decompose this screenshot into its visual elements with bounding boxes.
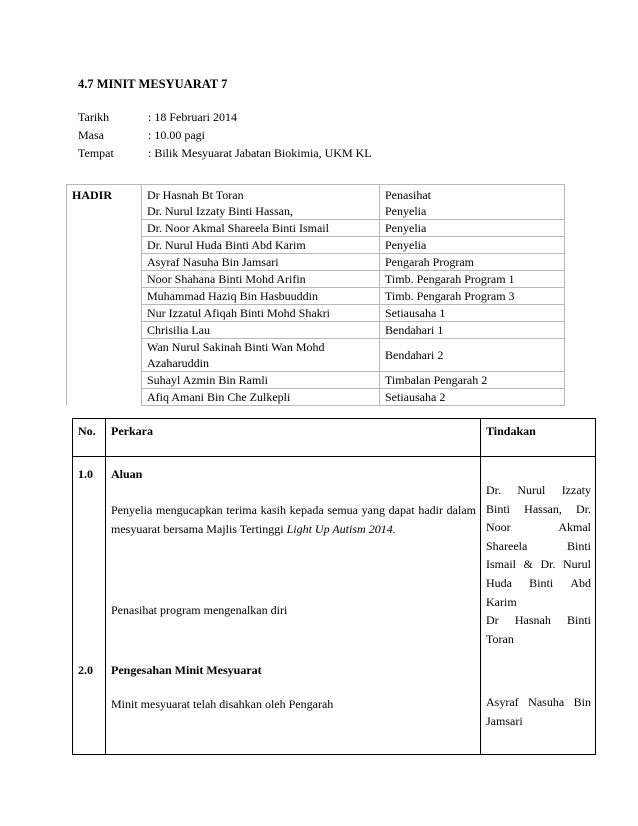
item-number: 2.0 (78, 663, 93, 677)
item-note: Penasihat program mengenalkan diri (111, 603, 288, 617)
header-perkara: Perkara (106, 419, 481, 457)
action-word: Dr. (486, 483, 501, 497)
attendance-row (67, 237, 565, 254)
action-line (486, 574, 591, 593)
attendance-row (67, 322, 565, 339)
action-word: Nasuha (528, 695, 565, 709)
item-text-main: Penyelia mengucapkan terima kasih kepada semua yang dapat hadir dalam mesyuarat bersama Majlis Tertinggi (111, 503, 476, 536)
action-word: Ismail (486, 557, 516, 572)
action-word: & (523, 557, 533, 572)
action-word: Dr. (540, 557, 556, 572)
action-word: Nurul (562, 557, 591, 572)
attendee-role: Timb. Pengarah Program 3 (380, 288, 565, 305)
attendance-row (67, 389, 565, 406)
item-title: Aluan (111, 467, 143, 481)
action-word: Bin (573, 695, 591, 709)
attendee-name: Chrisilia Lau (142, 322, 380, 339)
item-text: Minit mesyuarat telah disahkan oleh Pengarah (111, 697, 334, 711)
attendance-table (66, 184, 565, 406)
action-line (486, 712, 591, 731)
action-word: Abd (570, 575, 591, 590)
attendee-name: Noor Shahana Binti Mohd Arifin (142, 271, 380, 288)
attendee-role: Pengarah Program (380, 254, 565, 271)
attendee-name: Dr. Noor Akmal Shareela Binti Ismail (142, 220, 380, 237)
attendee-name-line: Azaharuddin (147, 356, 209, 370)
action-word: Karim (486, 594, 517, 609)
action-line (486, 555, 591, 574)
action-word: Nurul (517, 483, 546, 497)
attendee-name: Dr. Nurul Huda Binti Abd Karim (142, 237, 380, 254)
attendance-row (67, 185, 565, 204)
attendee-role: Setiausaha 2 (380, 389, 565, 406)
action-word: Noor (486, 520, 511, 535)
attendance-row (67, 372, 565, 389)
attendee-role: Bendahari 1 (380, 322, 565, 339)
action-word: Binti (529, 575, 554, 590)
minutes-body-row (73, 457, 596, 755)
action-word: Akmal (558, 520, 591, 535)
attendance-row (67, 305, 565, 322)
action-line (486, 630, 591, 649)
attendance-row (67, 339, 565, 372)
attendee-name: Muhammad Haziq Bin Hasbuuddin (142, 288, 380, 305)
item-text (111, 501, 476, 539)
item-text-italic: Light Up Autism 2014. (286, 522, 396, 536)
action-word: Binti (566, 538, 591, 553)
action-line (486, 500, 591, 519)
item-title: Pengesahan Minit Mesyuarat (111, 663, 262, 677)
attendee-role: Setiausaha 1 (380, 305, 565, 322)
action-person (486, 481, 591, 611)
meeting-details (78, 108, 372, 162)
action-word: Hassan, (524, 501, 562, 516)
action-word: Toran (486, 631, 514, 646)
action-word: Jamsari (486, 713, 523, 728)
attendee-name: Nur Izzatul Afiqah Binti Mohd Shakri (142, 305, 380, 322)
page-title: 4.7 MINIT MESYUARAT 7 (78, 77, 228, 91)
attendee-role: Penyelia (380, 203, 565, 220)
attendee-name: Afiq Amani Bin Che Zulkepli (142, 389, 380, 406)
action-word: Binti (566, 613, 591, 627)
attendee-role: Penyelia (380, 237, 565, 254)
attendee-role: Timbalan Pengarah 2 (380, 372, 565, 389)
header-tindakan: Tindakan (481, 419, 596, 457)
attendee-role: Timb. Pengarah Program 1 (380, 271, 565, 288)
minutes-header-row (73, 419, 596, 457)
action-line (486, 593, 591, 612)
action-word: Izzaty (561, 483, 591, 497)
action-word: Shareela (486, 538, 528, 553)
attendee-role: Bendahari 2 (380, 339, 565, 372)
action-word: Binti (486, 501, 511, 516)
action-word: Hasnah (514, 613, 551, 627)
meta-row-date (78, 108, 372, 126)
tindakan-cell (481, 457, 596, 755)
action-word: Dr. (576, 501, 591, 516)
header-no: No. (73, 419, 106, 457)
attendee-name: Suhayl Azmin Bin Ramli (142, 372, 380, 389)
action-line (486, 481, 591, 500)
attendance-row (67, 288, 565, 305)
action-line (486, 611, 591, 630)
attendee-role: Penasihat (380, 185, 565, 204)
meta-label: Tarikh (78, 110, 110, 124)
action-word: Huda (486, 575, 512, 590)
action-person (486, 611, 591, 648)
attendee-name: Asyraf Nasuha Bin Jamsari (142, 254, 380, 271)
attendee-name (142, 339, 380, 372)
attendance-row (67, 271, 565, 288)
action-person (486, 693, 591, 730)
action-line (486, 693, 591, 712)
meta-row-time (78, 126, 372, 144)
meta-value: : 18 Februari 2014 (148, 110, 237, 124)
perkara-cell (106, 457, 481, 755)
meta-value: : Bilik Mesyuarat Jabatan Biokimia, UKM KL (148, 146, 372, 160)
attendee-role: Penyelia (380, 220, 565, 237)
attendee-name-line: Wan Nurul Sakinah Binti Wan Mohd (147, 340, 325, 354)
no-cell (73, 457, 106, 755)
attendance-header: HADIR (67, 185, 142, 406)
attendance-row (67, 254, 565, 271)
action-line (486, 537, 591, 556)
attendee-name: Dr. Nurul Izzaty Binti Hassan, (142, 203, 380, 220)
attendee-name: Dr Hasnah Bt Toran (142, 185, 380, 204)
action-line (486, 518, 591, 537)
attendance-row (67, 203, 565, 220)
attendance-row (67, 220, 565, 237)
meta-row-venue (78, 144, 372, 162)
item-number: 1.0 (78, 467, 93, 481)
meta-label: Masa (78, 128, 104, 142)
action-word: Dr (486, 613, 499, 627)
minutes-table (72, 418, 596, 755)
meta-value: : 10.00 pagi (148, 128, 205, 142)
meta-label: Tempat (78, 146, 114, 160)
action-word: Asyraf (486, 695, 519, 709)
